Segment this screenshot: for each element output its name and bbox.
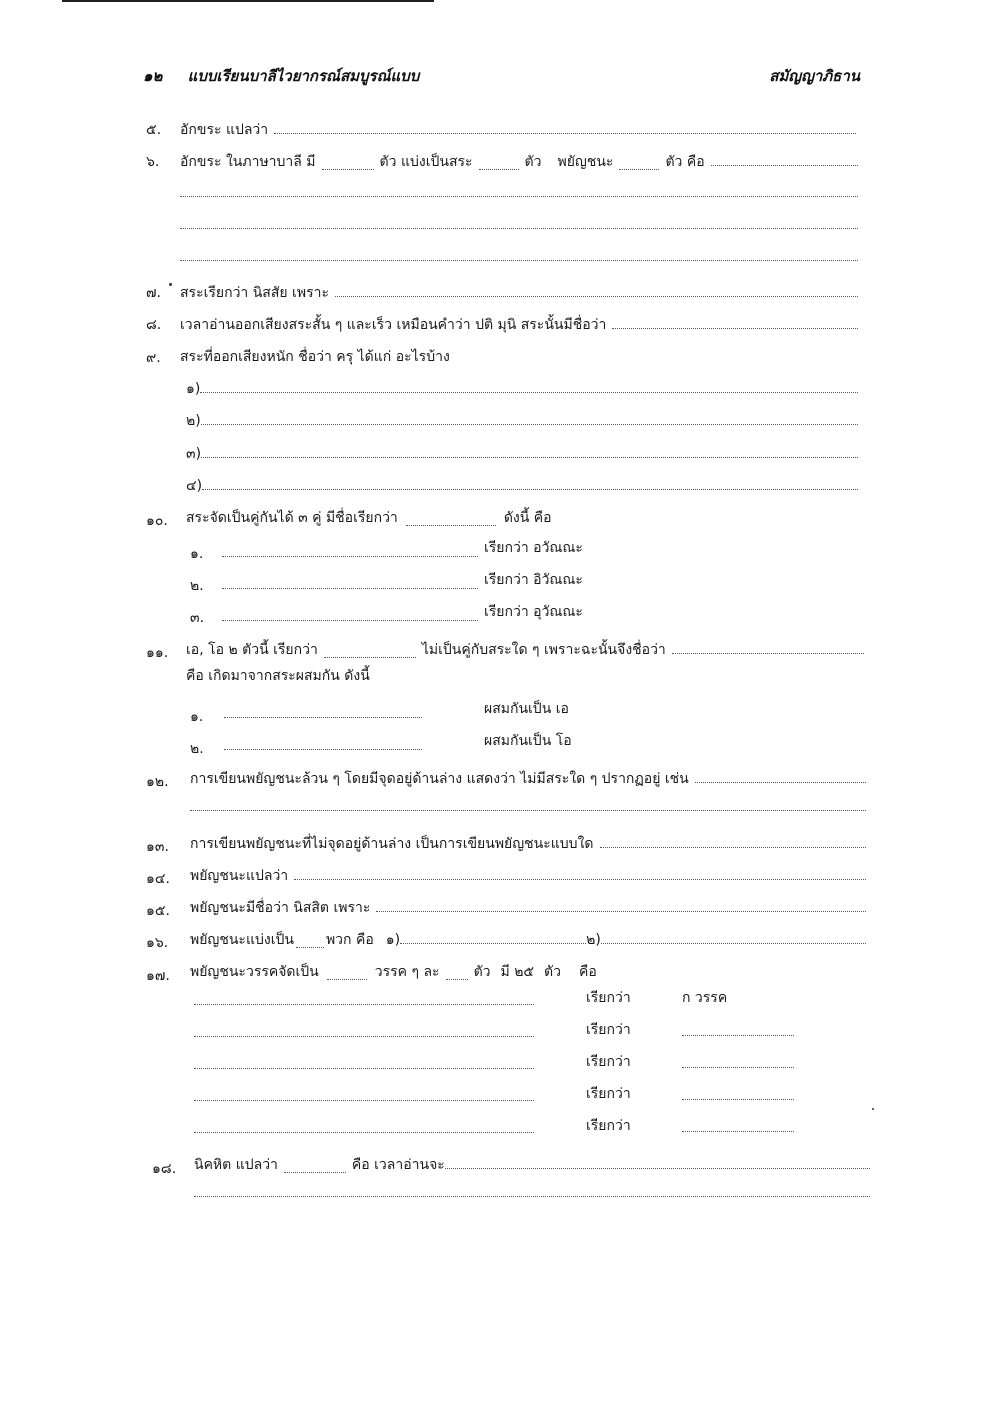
q9-sub-4 [186, 472, 858, 494]
q6-answer-line-4[interactable] [180, 260, 858, 261]
q14-text: พยัญชนะแปลว่า [190, 868, 289, 884]
q12-number: ๑๒. [146, 774, 169, 790]
q11-number: ๑๑. [146, 645, 169, 661]
q10-sub-2-num: ๒. [190, 578, 204, 594]
q10-sub-3-label: เรียกว่า อุวัณณะ [484, 604, 583, 620]
q17-line-4[interactable] [194, 1100, 534, 1101]
q9-sub-4-line[interactable] [202, 485, 858, 490]
q7-number: ๗. [146, 285, 161, 301]
q5-row [180, 116, 856, 138]
q10-sub-2-label: เรียกว่า อิวัณณะ [484, 572, 583, 588]
q9-sub-1-line[interactable] [200, 388, 858, 393]
q6-text-b: ตัว แบ่งเป็นสระ [379, 154, 473, 170]
q15-text: พยัญชนะมีชื่อว่า นิสสิต เพราะ [190, 900, 371, 916]
q7-answer-line[interactable] [335, 292, 858, 297]
q7-text: สระเรียกว่า นิสสัย เพราะ [180, 285, 329, 301]
q10-sub-2-line[interactable] [222, 588, 478, 589]
q13-answer-line[interactable] [600, 843, 867, 848]
q6-row [180, 148, 858, 170]
q16-text-a: พยัญชนะแบ่งเป็น [190, 932, 294, 948]
q16-blank-group2[interactable] [601, 939, 866, 944]
q15-answer-line[interactable] [376, 907, 866, 912]
section-title: สมัญญาภิธาน [769, 67, 860, 85]
q9-number: ๙. [146, 350, 161, 366]
q18-text-a: นิคหิต แปลว่า [194, 1157, 278, 1173]
q17-line-3[interactable] [194, 1068, 534, 1069]
q11-sub-2-label: ผสมกันเป็น โอ [484, 733, 572, 749]
q18-answer-line[interactable] [445, 1164, 870, 1169]
q6-blank-total[interactable] [322, 165, 374, 170]
q6-text-e: ตัว คือ [665, 154, 705, 170]
q11-line2: คือ เกิดมาจากสระผสมกัน ดังนี้ [186, 668, 370, 684]
q9-sub-1-label: ๑) [186, 381, 201, 397]
q10-sub-1-label: เรียกว่า อวัณณะ [484, 540, 583, 556]
q8-text: เวลาอ่านออกเสียงสระสั้น ๆ และเร็ว เหมือนคำว่า ปติ มุนิ สระนั้นมีชื่อว่า [180, 317, 607, 333]
q17-called-5: เรียกว่า [586, 1118, 631, 1134]
q6-text-d: พยัญชนะ [557, 154, 614, 170]
q17-line-2[interactable] [194, 1036, 534, 1037]
q12-answer-line[interactable] [695, 778, 866, 783]
q13-number: ๑๓. [146, 839, 169, 855]
q18-text-b: คือ เวลาอ่านจะ [351, 1157, 445, 1173]
book-title: แบบเรียนบาลีไวยากรณ์สมบูรณ์แบบ [187, 67, 420, 85]
q9-sub-2-label: ๒) [186, 413, 201, 429]
q17-text-b: วรรค ๆ ละ [374, 964, 440, 980]
q9-sub-3 [186, 440, 858, 462]
q9-sub-3-label: ๓) [186, 446, 202, 462]
q10-sub-3-num: ๓. [190, 610, 205, 626]
q9-row [180, 343, 858, 365]
q13-row [190, 830, 866, 852]
page-header-left [143, 64, 419, 88]
q12-answer-line-2[interactable] [190, 810, 866, 811]
q15-row [190, 894, 866, 916]
q16-blank-count[interactable] [296, 943, 324, 948]
q17-group-2-blank[interactable] [682, 1035, 794, 1036]
q6-answer-line-2[interactable] [180, 196, 858, 197]
q6-answer-line-3[interactable] [180, 228, 858, 229]
q18-row [194, 1151, 870, 1173]
q16-row [190, 926, 866, 948]
q9-sub-3-line[interactable] [201, 453, 858, 458]
q17-blank-each[interactable] [446, 975, 468, 980]
q11-blank-name[interactable] [324, 653, 416, 658]
q8-number: ๘. [146, 317, 162, 333]
q6-text-c: ตัว [524, 154, 542, 170]
page-number: ๑๒ [143, 67, 163, 85]
q9-text: สระที่ออกเสียงหนัก ชื่อว่า ครุ ได้แก่ อะไรบ้าง [180, 349, 450, 365]
q13-text: การเขียนพยัญชนะที่ไม่จุดอยู่ด้านล่าง เป็นการเขียนพยัญชนะแบบใด [190, 836, 594, 852]
q11-row [186, 636, 864, 658]
q14-answer-line[interactable] [294, 875, 866, 880]
q11-sub-1-label: ผสมกันเป็น เอ [484, 701, 569, 717]
q8-row [180, 311, 858, 333]
q17-text-a: พยัญชนะวรรคจัดเป็น [190, 964, 319, 980]
q10-sub-1-num: ๑. [190, 546, 204, 562]
q17-called-2: เรียกว่า [586, 1022, 631, 1038]
q17-called-4: เรียกว่า [586, 1086, 631, 1102]
q17-row [190, 958, 690, 980]
q10-row [186, 504, 786, 526]
q16-text-d: ๒) [586, 932, 601, 948]
q17-text-d: มี ๒๕ [500, 964, 535, 980]
q10-number: ๑๐. [146, 513, 168, 529]
q17-group-4-blank[interactable] [682, 1099, 794, 1100]
q11-sub-2-line[interactable] [224, 749, 422, 750]
q17-line-1[interactable] [194, 1004, 534, 1005]
q17-number: ๑๗. [146, 968, 170, 984]
q10-text-a: สระจัดเป็นคู่กันได้ ๓ คู่ มีชื่อเรียกว่า [186, 510, 398, 526]
q17-blank-groups[interactable] [327, 975, 367, 980]
q17-first-group: ก วรรค [682, 990, 728, 1006]
q14-row [190, 862, 866, 884]
q6-blank-vowels[interactable] [479, 165, 519, 170]
q17-text-e: ตัว [544, 964, 561, 980]
q5-answer-line[interactable] [274, 129, 856, 134]
q16-number: ๑๖. [146, 935, 169, 951]
speck-mark [169, 283, 172, 286]
q7-row [180, 279, 858, 301]
q17-text-f: คือ [578, 964, 597, 980]
q8-answer-line[interactable] [612, 324, 858, 329]
q12-row [190, 765, 866, 787]
q6-text-a: อักขระ ในภาษาบาลี มี [180, 154, 316, 170]
q11-text-b: ไม่เป็นคู่กับสระใด ๆ เพราะฉะนั้นจึงชื่อว่า [421, 642, 666, 658]
speck-mark-2 [872, 1108, 874, 1110]
q11-sub-2-num: ๒. [190, 741, 204, 757]
q18-answer-line-2[interactable] [194, 1196, 870, 1197]
q9-sub-1 [186, 375, 858, 397]
q9-sub-2-line[interactable] [201, 420, 858, 425]
q18-blank-meaning[interactable] [284, 1168, 346, 1173]
q14-number: ๑๔. [146, 871, 170, 887]
q17-called-3: เรียกว่า [586, 1054, 631, 1070]
q6-blank-consonants[interactable] [619, 165, 659, 170]
q17-group-3-blank[interactable] [682, 1067, 794, 1068]
q5-number: ๕. [146, 122, 162, 138]
q15-number: ๑๕. [146, 903, 170, 919]
q11-answer-line[interactable] [672, 649, 864, 654]
q5-text: อักขระ แปลว่า [180, 122, 269, 138]
q17-text-c: ตัว [473, 964, 491, 980]
q12-text: การเขียนพยัญชนะล้วน ๆ โดยมีจุดอยู่ด้านล่าง แสดงว่า ไม่มีสระใด ๆ ปรากฏอยู่ เช่น [190, 771, 689, 787]
q10-sub-1-line[interactable] [222, 556, 478, 557]
q17-line-5[interactable] [194, 1132, 534, 1133]
q11-text-a: เอ, โอ ๒ ตัวนี้ เรียกว่า [186, 642, 318, 658]
q11-sub-1-line[interactable] [224, 717, 422, 718]
q18-number: ๑๘. [152, 1161, 177, 1177]
q16-blank-group1[interactable] [400, 939, 586, 944]
q6-number: ๖. [146, 154, 160, 170]
q17-called-1: เรียกว่า [586, 990, 631, 1006]
q10-blank-name[interactable] [406, 521, 496, 526]
q10-sub-3-line[interactable] [222, 620, 478, 621]
q9-sub-2 [186, 407, 858, 429]
q16-text-c: ๑) [385, 932, 401, 948]
q6-answer-line[interactable] [711, 161, 858, 166]
q10-text-b: ดังนี้ คือ [503, 510, 552, 526]
q16-text-b: พวก คือ [325, 932, 374, 948]
q9-sub-4-label: ๔) [186, 478, 203, 494]
q11-sub-1-num: ๑. [190, 709, 204, 725]
q17-group-5-blank[interactable] [682, 1131, 794, 1132]
scan-edge-line [62, 0, 434, 2]
